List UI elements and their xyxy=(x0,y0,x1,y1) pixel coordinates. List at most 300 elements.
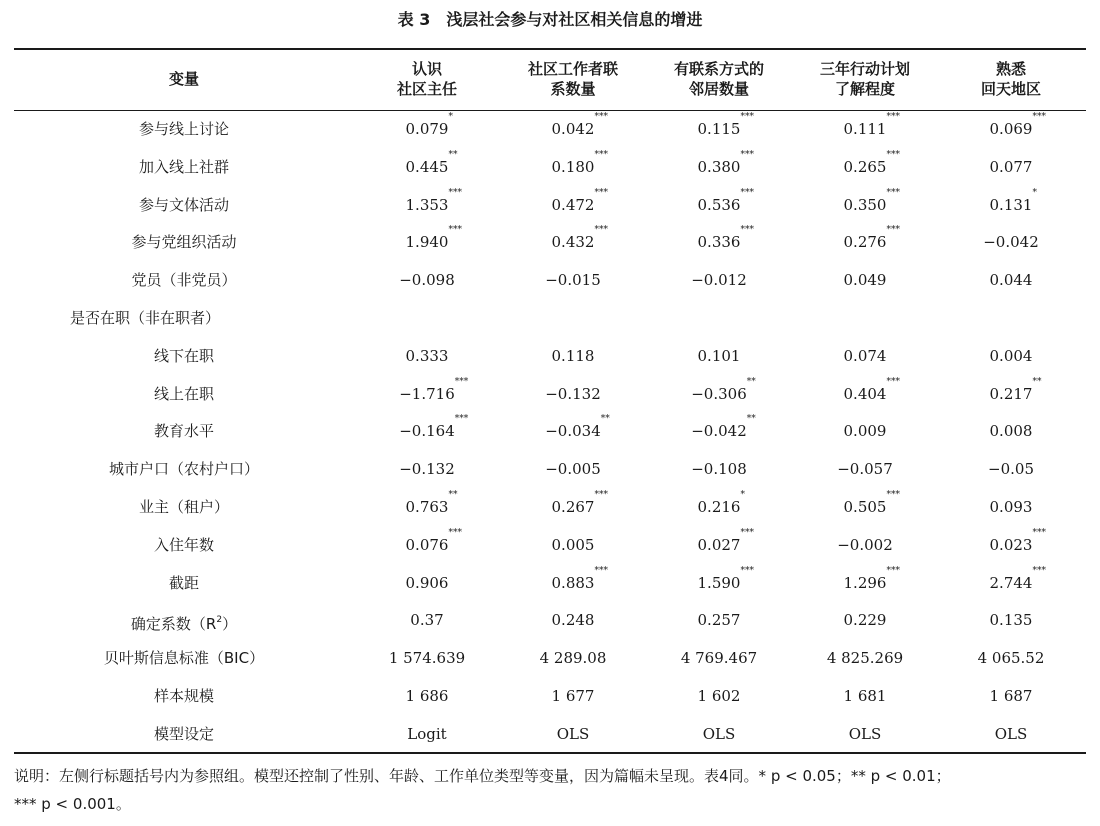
table-cell xyxy=(500,376,646,414)
table-cell xyxy=(646,716,792,754)
table-cell xyxy=(354,527,500,565)
table-cell xyxy=(500,602,646,640)
table-cell xyxy=(354,300,500,338)
table-header xyxy=(14,48,1086,110)
cell-value xyxy=(990,498,1033,516)
table-cell xyxy=(938,149,1084,187)
row-label xyxy=(14,149,354,187)
cell-value xyxy=(405,225,462,252)
cell-value-text: 0.472 xyxy=(551,195,595,214)
cell-value-text: 0.763 xyxy=(405,498,449,516)
cell-value-text: OLS xyxy=(702,724,736,743)
row-label-text: 线下在职 xyxy=(153,346,214,365)
table-cell xyxy=(500,262,646,300)
cell-value xyxy=(995,725,1028,743)
cell-value xyxy=(844,422,887,440)
table-cell xyxy=(354,224,500,262)
cell-value-text: −0.306 xyxy=(691,384,747,403)
table-cell xyxy=(938,489,1084,527)
row-label xyxy=(14,489,354,527)
table-cell xyxy=(500,300,646,338)
cell-value xyxy=(990,158,1033,176)
table-cell xyxy=(646,565,792,603)
table-row xyxy=(14,716,1086,754)
table-cell xyxy=(792,300,938,338)
significance-stars: *** xyxy=(594,187,608,198)
cell-value-text: 0.009 xyxy=(843,422,887,441)
cell-value xyxy=(844,687,887,705)
header-col-5-line1: 熟悉 xyxy=(995,60,1026,78)
significance-stars: *** xyxy=(448,187,462,198)
cell-value-text: 0.432 xyxy=(551,233,595,252)
row-label xyxy=(70,300,220,338)
significance-stars: ** xyxy=(1032,376,1042,387)
cell-value xyxy=(681,649,757,667)
header-col-4-line2: 了解程度 xyxy=(834,80,895,98)
row-label-text: 确定系数（R xyxy=(130,615,217,634)
table-cell xyxy=(354,413,500,451)
cell-value-text: 0.076 xyxy=(405,535,449,554)
cell-value-text: −0.042 xyxy=(983,233,1039,252)
cell-value-text: 0.042 xyxy=(551,120,595,138)
table-cell xyxy=(938,300,1084,338)
cell-value xyxy=(698,347,741,365)
cell-value-text: −0.034 xyxy=(545,422,601,441)
header-col-3 xyxy=(646,48,792,110)
cell-value xyxy=(990,347,1033,365)
cell-value-text: 0.093 xyxy=(989,498,1033,516)
table-cell xyxy=(792,338,938,376)
table-cell xyxy=(938,602,1084,640)
table-cell xyxy=(938,111,1084,149)
cell-value-text: −0.132 xyxy=(545,384,601,403)
table-cell xyxy=(792,602,938,640)
cell-value-text: 1 687 xyxy=(989,687,1033,705)
cell-value-text: 0.276 xyxy=(843,233,887,252)
cell-value-text: 0.265 xyxy=(843,157,887,176)
cell-value xyxy=(691,271,747,289)
cell-value-text: −0.132 xyxy=(399,460,455,479)
cell-value-text: 0.180 xyxy=(551,157,595,176)
cell-value xyxy=(843,149,900,176)
cell-value-text: 0.077 xyxy=(989,157,1033,176)
header-col-3-line2: 邻居数量 xyxy=(688,80,749,98)
table-cell xyxy=(354,187,500,225)
row-label-text: 线上在职 xyxy=(153,384,214,403)
row-label-text: 入住年数 xyxy=(153,535,214,554)
table-cell xyxy=(354,678,500,716)
header-col-3-line1: 有联系方式的 xyxy=(673,60,764,78)
cell-value-text: −0.042 xyxy=(691,422,747,441)
cell-value-text: 0.069 xyxy=(989,120,1033,138)
cell-value-text: 0.074 xyxy=(843,346,887,365)
cell-value-text: OLS xyxy=(994,724,1028,743)
cell-value xyxy=(989,187,1037,214)
table-cell xyxy=(354,602,500,640)
table-cell xyxy=(354,262,500,300)
significance-stars: *** xyxy=(1032,112,1046,122)
cell-value xyxy=(552,536,595,554)
header-col-4-line1: 三年行动计划 xyxy=(819,60,910,78)
cell-value-text: 0.023 xyxy=(989,535,1033,554)
cell-value xyxy=(405,187,462,214)
cell-value-text: 0.004 xyxy=(989,346,1033,365)
cell-value xyxy=(843,376,900,403)
table-cell xyxy=(646,262,792,300)
table-row xyxy=(14,489,1086,527)
table-cell xyxy=(792,149,938,187)
table-title: 表 3 浅层社会参与对社区相关信息的增进 xyxy=(397,10,703,29)
significance-stars: *** xyxy=(448,225,462,236)
table-cell xyxy=(500,716,646,754)
table-row xyxy=(14,187,1086,225)
cell-value-text: 0.115 xyxy=(697,120,741,138)
cell-value xyxy=(405,490,458,516)
row-label-text: 参与党组织活动 xyxy=(131,233,237,252)
table-cell xyxy=(354,451,500,489)
cell-value xyxy=(837,536,893,554)
significance-stars: *** xyxy=(886,187,900,198)
cell-value xyxy=(551,225,608,252)
table-cell xyxy=(500,565,646,603)
significance-stars: *** xyxy=(886,149,900,160)
table-row xyxy=(14,565,1086,603)
cell-value xyxy=(989,527,1046,554)
cell-value-text: −0.015 xyxy=(545,271,601,290)
table-cell xyxy=(792,716,938,754)
cell-value-text: 0.111 xyxy=(843,120,887,138)
significance-stars: *** xyxy=(1032,527,1046,538)
cell-value-text: 0.536 xyxy=(697,195,741,214)
row-label xyxy=(14,338,354,376)
cell-value-text: −0.002 xyxy=(837,535,893,554)
cell-value xyxy=(399,460,455,478)
cell-value-text: 4 289.08 xyxy=(539,649,607,668)
table-cell xyxy=(646,678,792,716)
cell-value-text: 0.333 xyxy=(405,346,449,365)
table-cell xyxy=(646,489,792,527)
table-row xyxy=(14,640,1086,678)
cell-value xyxy=(545,271,601,289)
cell-value xyxy=(697,490,745,516)
cell-value-text: 1.590 xyxy=(697,573,741,592)
row-label-text: 城市户口（农村户口） xyxy=(108,460,259,479)
significance-stars: ** xyxy=(746,414,756,425)
row-label xyxy=(14,262,354,300)
bottom-rule xyxy=(14,752,1086,754)
table-cell xyxy=(646,451,792,489)
cell-value xyxy=(697,149,754,176)
significance-stars: ** xyxy=(746,376,756,387)
cell-value xyxy=(697,112,754,138)
header-col-2 xyxy=(500,48,646,110)
table-cell xyxy=(646,376,792,414)
row-label-text: 样本规模 xyxy=(153,687,214,705)
cell-value xyxy=(551,187,608,214)
row-label-text: 贝叶斯信息标准（BIC） xyxy=(103,649,265,668)
significance-stars: *** xyxy=(594,112,608,122)
table-row xyxy=(14,224,1086,262)
cell-value-text: 1 602 xyxy=(697,687,741,705)
cell-value xyxy=(545,385,601,403)
cell-value-text: 1 686 xyxy=(405,687,449,705)
row-label-text: 加入线上社群 xyxy=(138,157,229,176)
cell-value-text: 1.296 xyxy=(843,573,887,592)
cell-value-text: 0.37 xyxy=(410,611,444,630)
cell-value xyxy=(989,112,1046,138)
cell-value-text: 0.049 xyxy=(843,271,887,290)
header-col-2-line2: 系数量 xyxy=(550,80,596,98)
significance-stars: *** xyxy=(886,565,900,576)
significance-stars: *** xyxy=(740,527,754,538)
table-row xyxy=(14,300,1086,338)
cell-value xyxy=(691,414,756,441)
header-col-1-line2: 社区主任 xyxy=(396,80,457,98)
row-label-text: 党员（非党员） xyxy=(131,271,237,290)
cell-value xyxy=(552,687,595,705)
cell-value-text: 0.883 xyxy=(551,573,595,592)
cell-value-text: 0.380 xyxy=(697,157,741,176)
cell-value xyxy=(843,490,900,516)
cell-value-text: Logit xyxy=(407,724,447,743)
cell-value xyxy=(703,725,736,743)
header-col-4 xyxy=(792,48,938,110)
table-cell xyxy=(792,640,938,678)
table-cell xyxy=(354,111,500,149)
cell-value xyxy=(557,725,590,743)
table-cell xyxy=(792,262,938,300)
cell-value-text: 0.135 xyxy=(989,611,1033,630)
cell-value xyxy=(837,460,893,478)
significance-stars: *** xyxy=(594,490,608,500)
table-cell xyxy=(500,489,646,527)
cell-value xyxy=(552,611,595,629)
table-cell xyxy=(938,640,1084,678)
table-row xyxy=(14,602,1086,640)
cell-value-text: 0.445 xyxy=(405,157,449,176)
table-cell xyxy=(938,224,1084,262)
significance-stars: *** xyxy=(740,187,754,198)
row-label xyxy=(14,602,354,640)
table-cell xyxy=(354,489,500,527)
cell-value-text: 1 681 xyxy=(843,687,887,705)
cell-value xyxy=(406,347,449,365)
significance-stars: *** xyxy=(886,225,900,236)
cell-value xyxy=(399,376,469,403)
table-cell xyxy=(646,300,792,338)
cell-value-text: 0.217 xyxy=(989,384,1033,403)
cell-value xyxy=(697,565,754,592)
cell-value xyxy=(545,414,610,441)
row-label-text: 截距 xyxy=(168,573,199,592)
cell-value-text: OLS xyxy=(848,724,882,743)
cell-value xyxy=(552,347,595,365)
cell-value xyxy=(551,565,608,592)
cell-value xyxy=(399,414,469,441)
cell-value xyxy=(545,460,601,478)
cell-value-text: 0.101 xyxy=(697,346,741,365)
header-variable xyxy=(14,48,354,110)
significance-stars: *** xyxy=(1032,565,1046,576)
significance-stars: * xyxy=(448,112,453,122)
cell-value xyxy=(551,490,608,516)
cell-value xyxy=(990,687,1033,705)
cell-value-text: 0.404 xyxy=(843,384,887,403)
cell-value-text: −0.012 xyxy=(691,271,747,290)
header-variable-label: 变量 xyxy=(168,70,199,88)
table-cell xyxy=(938,527,1084,565)
cell-value-text: 0.008 xyxy=(989,422,1033,441)
cell-value xyxy=(844,347,887,365)
significance-stars: *** xyxy=(740,149,754,160)
cell-value xyxy=(698,687,741,705)
cell-value xyxy=(827,649,903,667)
table-cell xyxy=(938,413,1084,451)
significance-stars: *** xyxy=(740,225,754,236)
cell-value-text: −0.164 xyxy=(399,422,455,441)
significance-stars: *** xyxy=(886,490,900,500)
table-cell xyxy=(354,338,500,376)
table-row xyxy=(14,413,1086,451)
table-cell xyxy=(938,262,1084,300)
significance-stars: *** xyxy=(740,112,754,122)
cell-value xyxy=(989,565,1046,592)
table-row xyxy=(14,338,1086,376)
table-row xyxy=(14,527,1086,565)
row-label xyxy=(14,224,354,262)
row-label-superscript: 2 xyxy=(216,615,223,626)
cell-value xyxy=(697,187,754,214)
significance-stars: *** xyxy=(454,414,469,425)
table-cell xyxy=(500,527,646,565)
table-cell xyxy=(792,187,938,225)
table-note xyxy=(14,762,1088,818)
table-row xyxy=(14,111,1086,149)
cell-value xyxy=(844,611,887,629)
cell-value-text: 1.940 xyxy=(405,233,449,252)
cell-value-text: 0.257 xyxy=(697,611,741,630)
table-cell xyxy=(500,413,646,451)
cell-value xyxy=(983,233,1039,251)
cell-value-text: 0.044 xyxy=(989,271,1033,290)
cell-value-text: 0.216 xyxy=(697,498,741,516)
table-note-line2: *** p < 0.001。 xyxy=(14,795,131,813)
cell-value xyxy=(540,649,607,667)
row-label xyxy=(14,640,354,678)
table-row xyxy=(14,376,1086,414)
cell-value-text: 0.906 xyxy=(405,573,449,592)
cell-value-text: 0.079 xyxy=(405,120,449,138)
cell-value xyxy=(405,527,462,554)
row-label xyxy=(14,678,354,716)
significance-stars: * xyxy=(1032,187,1037,198)
table-cell xyxy=(938,338,1084,376)
cell-value-text: 0.336 xyxy=(697,233,741,252)
table-cell xyxy=(792,678,938,716)
row-label xyxy=(14,565,354,603)
cell-value xyxy=(978,649,1045,667)
cell-value xyxy=(405,112,453,138)
cell-value-text: −0.098 xyxy=(399,271,455,290)
table-cell xyxy=(500,224,646,262)
table-cell xyxy=(500,678,646,716)
cell-value xyxy=(843,187,900,214)
cell-value-text: −0.05 xyxy=(988,460,1034,479)
cell-value xyxy=(989,376,1042,403)
row-label-text: 模型设定 xyxy=(153,724,214,743)
table-cell xyxy=(792,527,938,565)
cell-value-text: 0.005 xyxy=(551,535,595,554)
cell-value xyxy=(405,149,458,176)
cell-value xyxy=(990,422,1033,440)
table-row xyxy=(14,262,1086,300)
table-row xyxy=(14,678,1086,716)
table-cell xyxy=(500,451,646,489)
table-cell xyxy=(792,111,938,149)
cell-value-text: OLS xyxy=(556,724,590,743)
table-cell xyxy=(938,565,1084,603)
cell-value-text: 2.744 xyxy=(989,573,1033,592)
cell-value xyxy=(406,687,449,705)
table-cell xyxy=(792,451,938,489)
row-label xyxy=(14,187,354,225)
cell-value xyxy=(551,112,608,138)
table-cell xyxy=(354,376,500,414)
cell-value xyxy=(990,271,1033,289)
cell-value-text: 4 825.269 xyxy=(826,649,904,668)
cell-value-text: −0.108 xyxy=(691,460,747,479)
cell-value-text: −0.057 xyxy=(837,460,893,479)
row-label xyxy=(14,527,354,565)
table-cell xyxy=(354,149,500,187)
cell-value xyxy=(697,527,754,554)
row-label-tail: ） xyxy=(222,615,238,634)
table-cell xyxy=(500,111,646,149)
row-label xyxy=(14,451,354,489)
cell-value-text: 0.248 xyxy=(551,611,595,630)
table-cell xyxy=(938,451,1084,489)
cell-value-text: 0.131 xyxy=(989,195,1033,214)
cell-value-text: 1 574.639 xyxy=(388,649,466,668)
row-label xyxy=(14,111,354,149)
table-cell xyxy=(938,187,1084,225)
row-label xyxy=(14,413,354,451)
cell-value xyxy=(697,225,754,252)
cell-value xyxy=(691,376,756,403)
significance-stars: *** xyxy=(594,565,608,576)
table-cell xyxy=(792,224,938,262)
table-cell xyxy=(792,489,938,527)
cell-value-text: 0.350 xyxy=(843,195,887,214)
row-label-text: 参与线上讨论 xyxy=(138,120,229,138)
significance-stars: ** xyxy=(600,414,610,425)
significance-stars: * xyxy=(740,490,745,500)
cell-value-text: 4 065.52 xyxy=(977,649,1045,668)
table-cell xyxy=(500,640,646,678)
row-label xyxy=(14,376,354,414)
cell-value-text: 0.027 xyxy=(697,535,741,554)
row-label-text: 教育水平 xyxy=(153,422,214,441)
significance-stars: ** xyxy=(448,490,458,500)
significance-stars: ** xyxy=(448,149,458,160)
cell-value-text: 0.229 xyxy=(843,611,887,630)
header-col-5 xyxy=(938,48,1084,110)
header-col-1-line1: 认识 xyxy=(411,60,442,78)
cell-value xyxy=(990,611,1033,629)
table-cell xyxy=(792,376,938,414)
cell-value xyxy=(410,611,443,629)
significance-stars: *** xyxy=(740,565,754,576)
